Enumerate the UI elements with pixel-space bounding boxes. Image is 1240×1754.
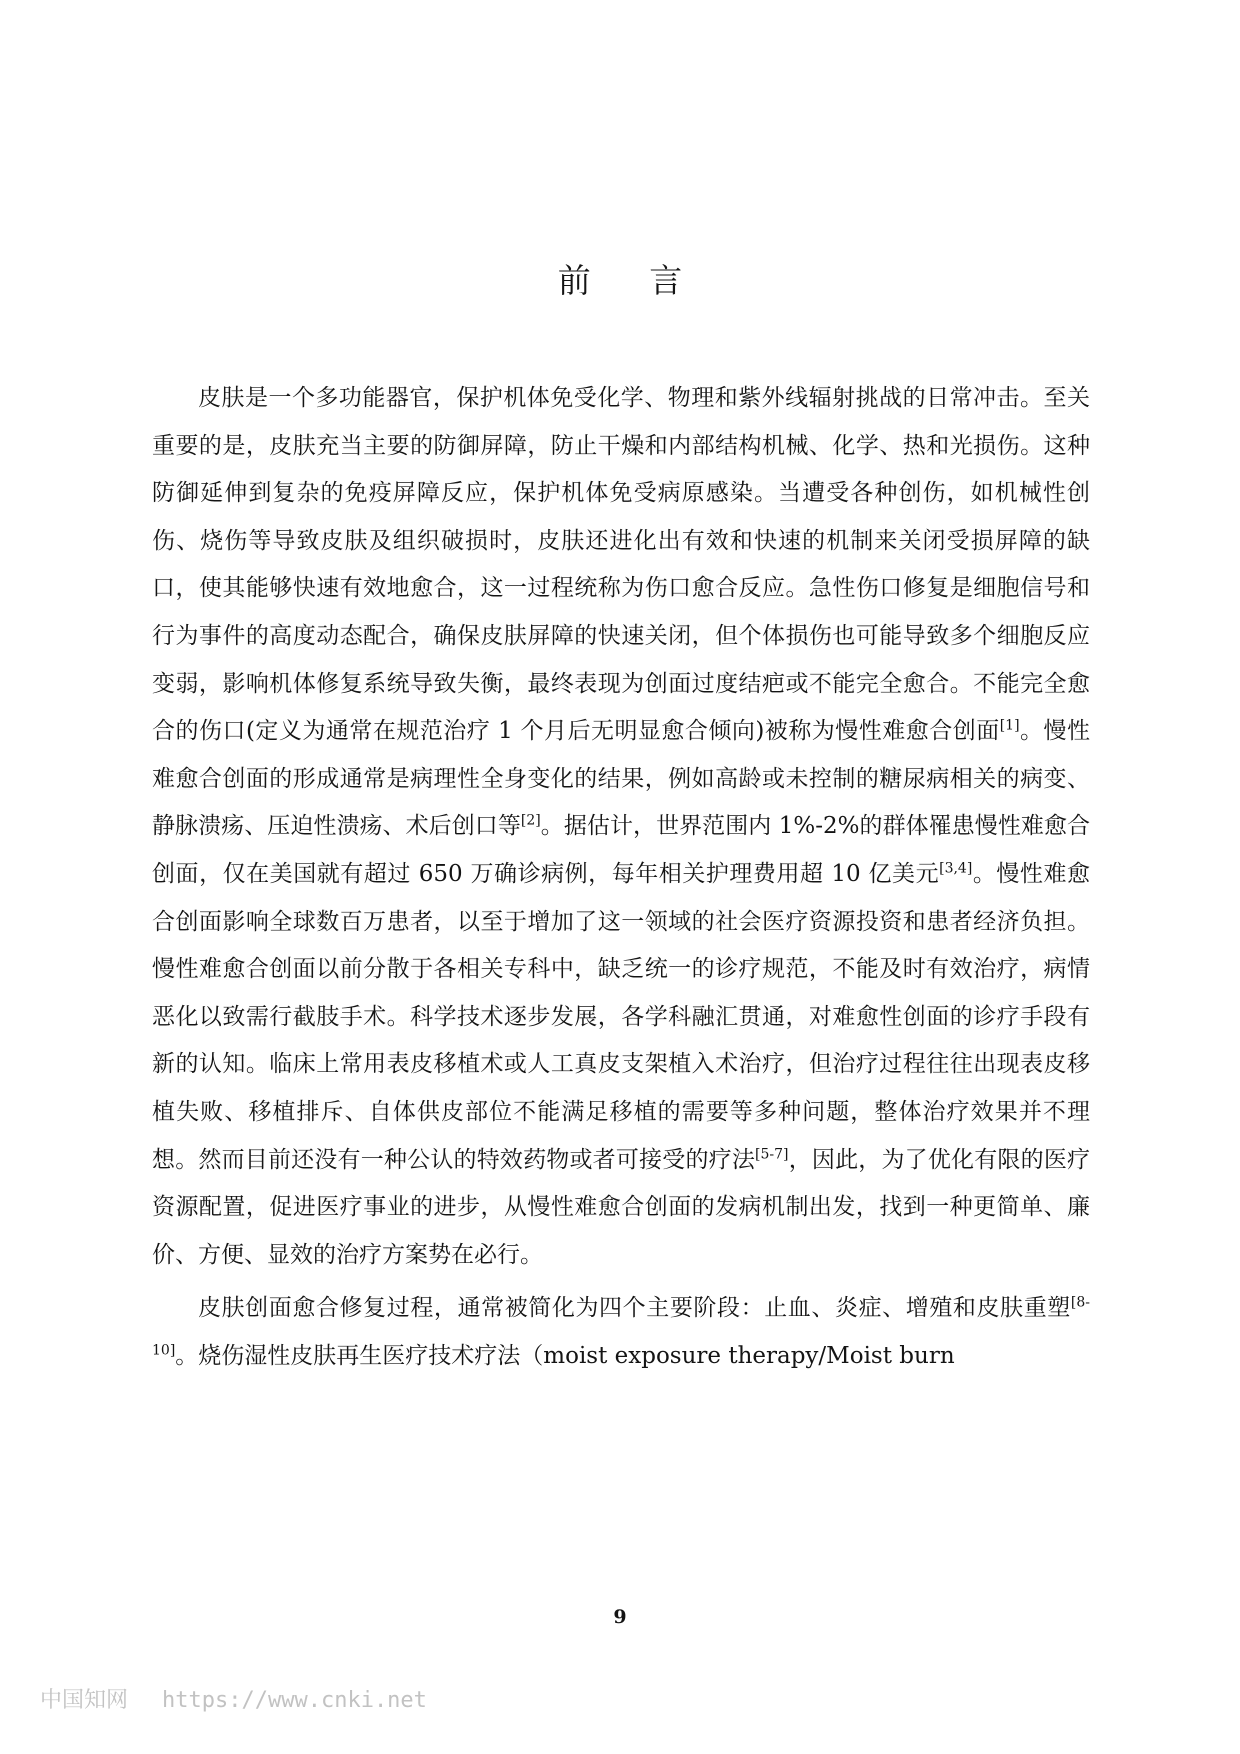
citation-ref: [2] bbox=[520, 812, 541, 829]
paragraph bbox=[152, 375, 1090, 1279]
paragraph-text: 。慢性难愈合创面影响全球数百万患者，以至于增加了这一领域的社会医疗资源投资和患者经济负担。慢性难愈合创面以前分散于各相关专科中，缺乏统一的诊疗规范，不能及时有效治疗，病情恶化以致需行截肢手术。科学技术逐步发展，各学科融汇贯通，对难愈性创面的诊疗手段有新的认知。临床上常用表皮移植术或人工真皮支架植入术治疗，但治疗过程往往出现表皮移植失败、移植排斥、自体供皮部位不能满足移植的需要等多种问题，整体治疗效果并不理想。然而目前还没有一种公认的特效药物或者可接受的疗法 bbox=[152, 860, 1090, 1173]
page-number: 9 bbox=[613, 1606, 627, 1628]
citation-ref: [1] bbox=[999, 717, 1020, 734]
paragraph-text: 。慢性难愈合创面的形成通常是病理性全身变化的结果，例如高龄或未控制的糖尿病相关的病变、静脉溃疡、压迫性溃疡、术后创口等 bbox=[152, 718, 1091, 840]
paragraph-text: 皮肤是一个多功能器官，保护机体免受化学、物理和紫外线辐射挑战的日常冲击。至关重要的是，皮肤充当主要的防御屏障，防止干燥和内部结构机械、化学、热和光损伤。这种防御延伸到复杂的免疫屏障反应，保护机体免受病原感染。当遭受各种创伤，如机械性创伤、烧伤等导致皮肤及组织破损时，皮肤还进化出有效和快速的机制来关闭受损屏障的缺口，使其能够快速有效地愈合，这一过程统称为伤口愈合反应。急性伤口修复是细胞信号和行为事件的高度动态配合，确保皮肤屏障的快速关闭，但个体损伤也可能导致多个细胞反应变弱，影响机体修复系统导致失衡，最终表现为创面过度结疤或不能完全愈合。不能完全愈合的伤口(定义为通常在规范治疗 1 个月后无明显愈合倾向)被称为慢性难愈合创面 bbox=[152, 385, 1090, 745]
watermark bbox=[40, 1683, 427, 1714]
citation-ref: [8-10] bbox=[152, 1294, 1090, 1359]
citation-ref: [5-7] bbox=[755, 1145, 789, 1162]
paragraph-text: ，因此，为了优化有限的医疗资源配置，促进医疗事业的进步，从慢性难愈合创面的发病机制出发，找到一种更简单、廉价、方便、显效的治疗方案势在必行。 bbox=[152, 1146, 1091, 1268]
watermark-url: https://www.cnki.net bbox=[162, 1688, 427, 1713]
paragraph-text: 。烧伤湿性皮肤再生医疗技术疗法（moist exposure therapy/Moist burn bbox=[175, 1342, 955, 1369]
paragraph bbox=[152, 1285, 1090, 1380]
citation-ref: [3,4] bbox=[939, 860, 973, 877]
paragraph-text: 。据估计，世界范围内 1%-2%的群体罹患慢性难愈合创面，仅在美国就有超过 650 万确诊病例，每年相关护理费用超 10 亿美元 bbox=[152, 813, 1091, 887]
body-text bbox=[152, 375, 1090, 1386]
watermark-brand: 中国知网 bbox=[40, 1688, 129, 1713]
page-title: 前 言 bbox=[557, 261, 707, 300]
paragraph-text: 皮肤创面愈合修复过程，通常被简化为四个主要阶段：止血、炎症、增殖和皮肤重塑 bbox=[198, 1295, 1071, 1322]
